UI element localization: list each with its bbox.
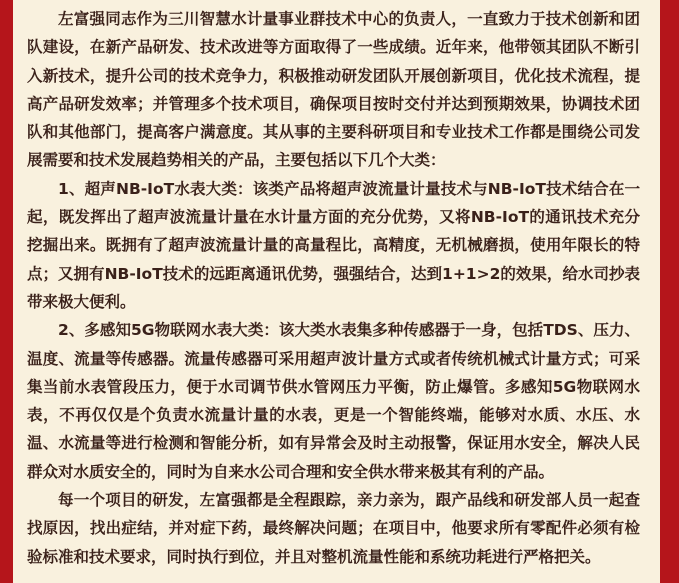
right-red-border-bar xyxy=(660,0,679,583)
left-red-border-bar xyxy=(0,0,13,583)
paragraph-category-2-multisense-5g: 2、多感知5G物联网水表大类：该大类水表集多种传感器于一身，包括TDS、压力、温度、流量等传感器。流量传感器可采用超声波计量方式或者传统机械式计量方式；可采集当前水表管段压力，便于水司调节供水管网压力平衡，防止爆管。多感知5G物联网水表，不再仅仅是个负责水流量计量的水表，更是一个智能终端，能够对水质、水压、水温、水流量等进行检测和智能分析，如有异常会及时主动报警，保证用水安全，解决人民群众对水质安全的，同时为自来水公司合理和安全供水带来极其有利的产品。 xyxy=(27,321,640,481)
paragraph-project-process: 每一个项目的研发，左富强都是全程跟踪，亲力亲为，跟产品线和研发部人员一起查找原因，找出症结，并对症下药，最终解决问题；在项目中，他要求所有零配件必须有检验标准和技术要求，同时执行到位，并且对整机流量性能和系统功耗进行严格把关。 xyxy=(27,491,640,566)
paragraph-intro: 左富强同志作为三川智慧水计量事业群技术中心的负责人，一直致力于技术创新和团队建设，在新产品研发、技术改进等方面取得了一些成绩。近年来，他带领其团队不断引入新技术，提升公司的技术竞争力，积极推动研发团队开展创新项目，优化技术流程，提高产品研发效率；并管理多个技术项目，确保项目按时交付并达到预期效果，协调技术团队和其他部门，提高客户满意度。其从事的主要科研项目和专业技术工作都是围绕公司发展需要和技术发展趋势相关的产品，主要包括以下几个大类： xyxy=(27,10,640,170)
document-body xyxy=(27,5,640,571)
paragraph-category-1-ultrasonic-nbiot: 1、超声NB-IoT水表大类：该类产品将超声波流量计量技术与NB-IoT技术结合在一起，既发挥出了超声波流量计量在水计量方面的充分优势，又将NB-IoT的通讯技术充分挖掘出来。既拥有了超声波流量计量的高量程比，高精度，无机械磨损，使用年限长的特点；又拥有NB-IoT技术的远距离通讯优势，强强结合，达到1+1>2的效果，给水司抄表带来极大便利。 xyxy=(27,179,640,311)
